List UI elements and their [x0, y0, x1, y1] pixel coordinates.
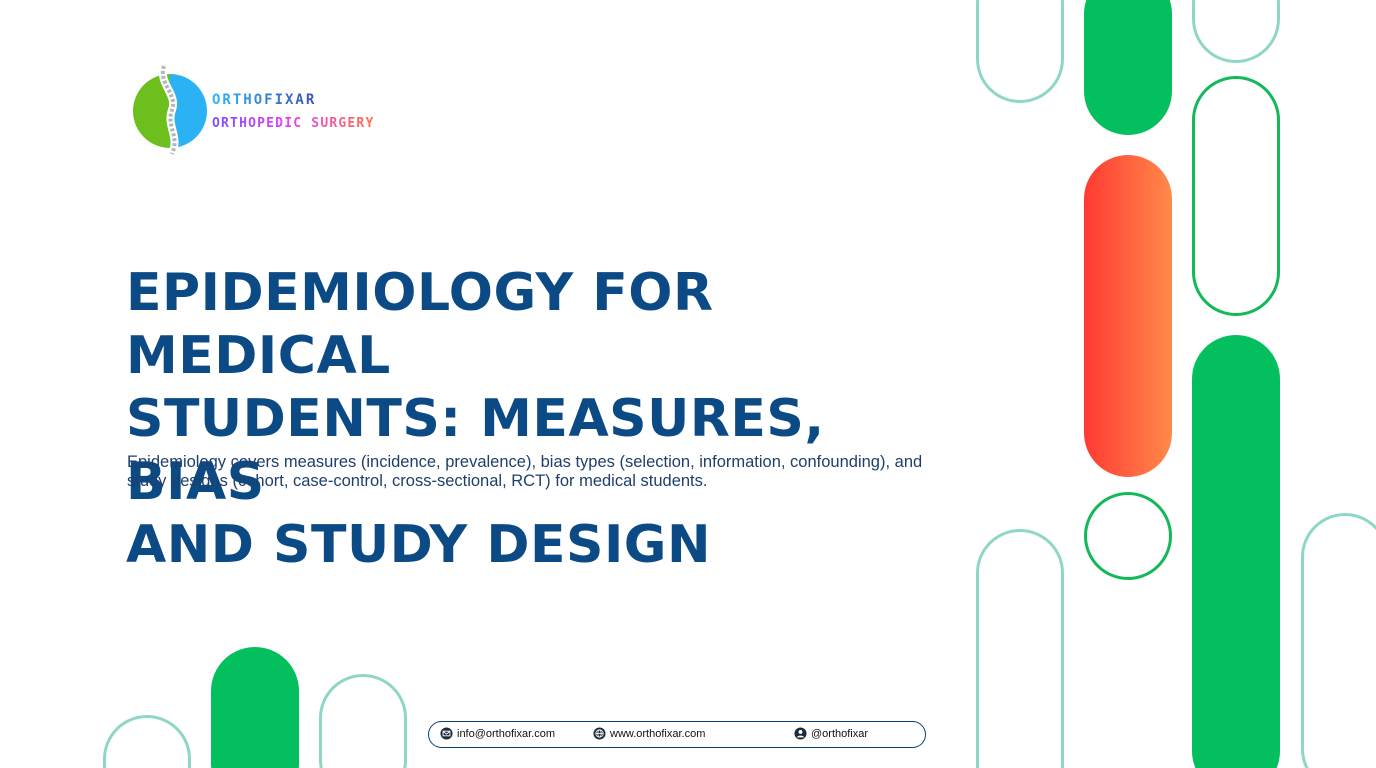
page-title	[126, 262, 946, 577]
brand-tagline: ORTHOPEDIC SURGERY	[212, 116, 375, 131]
decor-circle-green-outline	[1084, 492, 1172, 580]
brand-logo[interactable]	[128, 64, 388, 156]
contact-website[interactable]	[593, 727, 705, 740]
decor-pill-green-solid	[211, 647, 299, 768]
decor-pill-teal-outline	[976, 529, 1064, 768]
decor-pill-red-gradient	[1084, 155, 1172, 477]
decor-pill-teal-outline	[319, 674, 407, 768]
contact-email[interactable]	[440, 727, 555, 740]
decor-pill-teal-outline	[1192, 0, 1280, 63]
decor-pill-green-outline	[1192, 76, 1280, 316]
contact-website-text: www.orthofixar.com	[610, 727, 706, 740]
title-line: EPIDEMIOLOGY FOR MEDICAL	[126, 263, 714, 386]
contact-social[interactable]	[794, 727, 868, 740]
decor-pill-green-solid	[1192, 335, 1280, 768]
contact-bar	[428, 721, 926, 748]
decor-pill-teal-outline	[976, 0, 1064, 103]
spine-logo-icon	[128, 64, 208, 156]
contact-email-text: info@orthofixar.com	[457, 727, 555, 740]
contact-social-text: @orthofixar	[811, 727, 869, 740]
decor-pill-teal-outline	[103, 715, 191, 768]
page-subtitle: Epidemiology covers measures (incidence, prevalence), bias types (selection, information, confounding), and study designs (cohort, case-control, cross-sectional, RCT) for medical students.	[127, 453, 923, 490]
decor-pill-teal-outline	[1301, 513, 1376, 768]
globe-icon	[593, 727, 606, 740]
brand-name: ORTHOFIXAR	[212, 92, 317, 108]
decor-pill-green-solid	[1084, 0, 1172, 135]
mail-icon	[440, 727, 453, 740]
user-icon	[794, 727, 807, 740]
title-line: AND STUDY DESIGN	[126, 515, 712, 575]
title-line: STUDENTS: MEASURES, BIAS	[126, 389, 825, 512]
